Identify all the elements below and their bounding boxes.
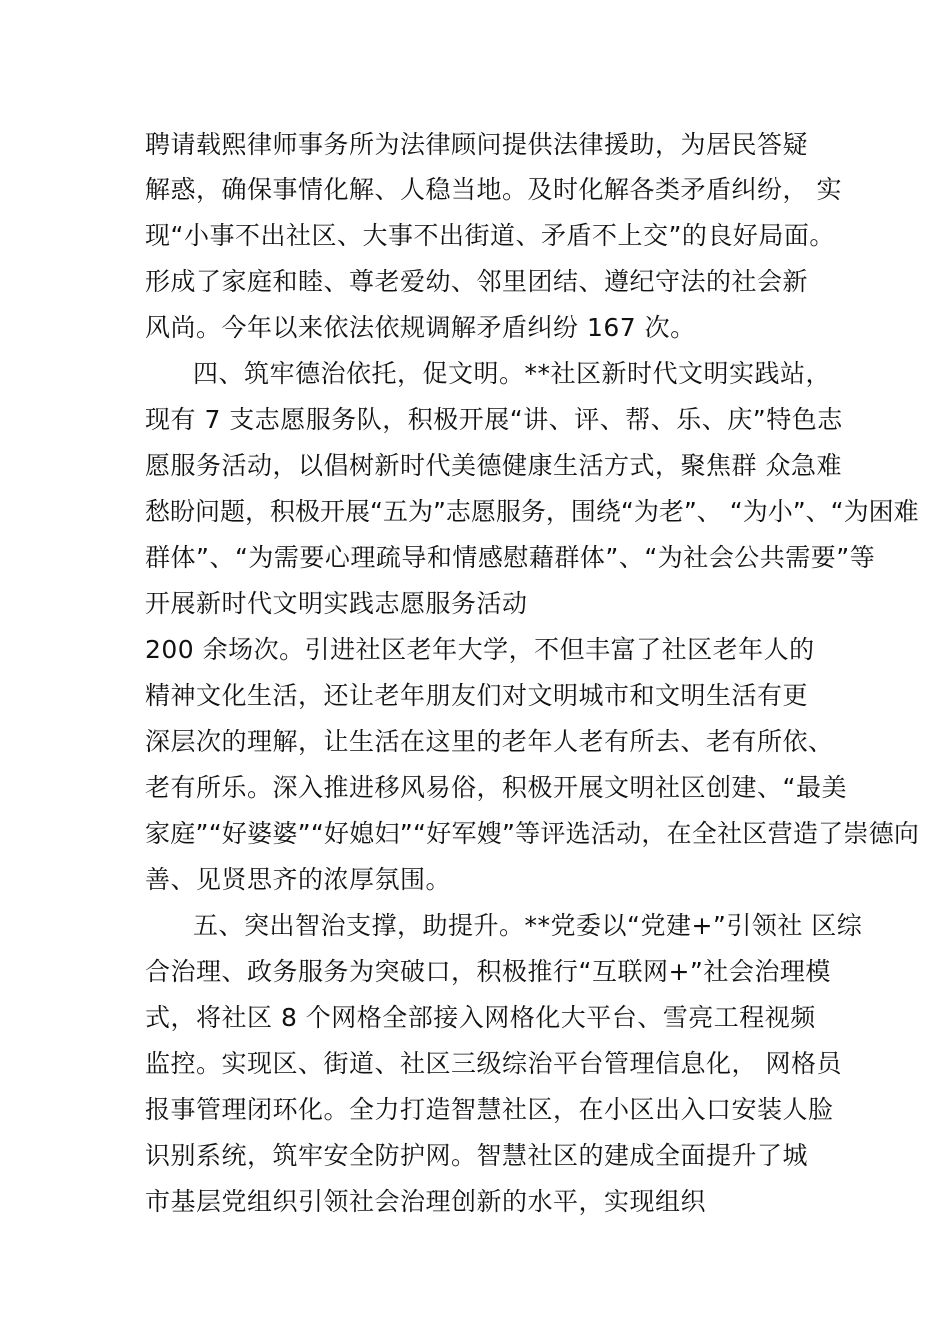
text-line: 精神文化生活，还让老年朋友们对文明城市和文明生活有更: [145, 681, 809, 710]
text-line: 市基层党组织引领社会治理创新的水平，实现组织: [145, 1187, 707, 1216]
text-line: 监控。实现区、街道、社区三级综治平台管理信息化， 网格员: [145, 1049, 842, 1078]
text-line: 老有所乐。深入推进移风易俗，积极开展文明社区创建、“最美: [145, 773, 847, 802]
text-line: 现有 7 支志愿服务队，积极开展“讲、评、帮、乐、庆”特色志: [145, 405, 843, 434]
text-line: 解惑，确保事情化解、人稳当地。及时化解各类矛盾纠纷， 实: [145, 175, 842, 204]
text-line: 愿服务活动，以倡树新时代美德健康生活方式，聚焦群 众急难: [145, 451, 842, 480]
section-five-heading-line: 五、突出智治支撑，助提升。**党委以“党建+”引领社 区综: [193, 911, 863, 940]
text-line: 识别系统，筑牢安全防护网。智慧社区的建成全面提升了城: [145, 1141, 809, 1170]
text-line: 式，将社区 8 个网格全部接入网格化大平台、雪亮工程视频: [145, 1003, 816, 1032]
text-line: 报事管理闭环化。全力打造智慧社区，在小区出入口安装人脸: [145, 1095, 834, 1124]
text-line: 200 余场次。引进社区老年大学，不但丰富了社区老年人的: [145, 635, 815, 664]
text-line: 愁盼问题，积极开展“五为”志愿服务，围绕“为老”、 “为小”、“为困难: [145, 497, 919, 526]
text-line: 形成了家庭和睦、尊老爱幼、邻里团结、遵纪守法的社会新: [145, 267, 809, 296]
text-line: 深层次的理解，让生活在这里的老年人老有所去、老有所依、: [145, 727, 834, 756]
text-line: 善、见贤思齐的浓厚氛围。: [145, 865, 452, 894]
text-line: 群体”、“为需要心理疏导和情感慰藉群体”、“为社会公共需要”等: [145, 543, 876, 572]
text-line: 开展新时代文明实践志愿服务活动: [145, 589, 528, 618]
text-line: 风尚。今年以来依法依规调解矛盾纠纷 167 次。: [145, 313, 696, 342]
text-line: 聘请载熙律师事务所为法律顾问提供法律援助，为居民答疑: [145, 130, 809, 159]
text-line: 合治理、政务服务为突破口，积极推行“互联网+”社会治理模: [145, 957, 831, 986]
text-line: 家庭”“好婆婆”“好媳妇”“好军嫂”等评选活动，在全社区营造了崇德向: [145, 819, 920, 848]
text-line: 现“小事不出社区、大事不出街道、矛盾不上交”的良好局面。: [145, 221, 835, 250]
section-four-heading-line: 四、筑牢德治依托，促文明。**社区新时代文明实践站，: [193, 359, 832, 388]
